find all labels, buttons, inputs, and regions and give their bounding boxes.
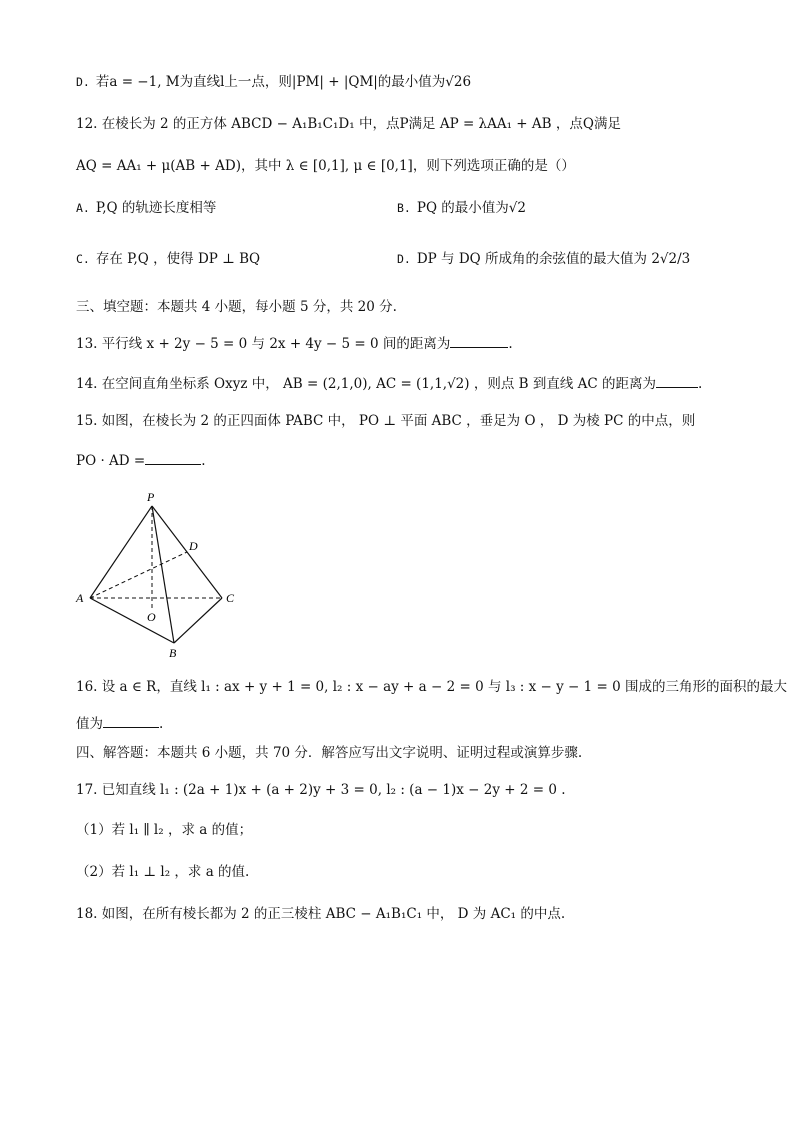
label-p: P	[147, 490, 155, 504]
segment-ad	[90, 552, 187, 598]
q17-part1: （1）若 l₁ ∥ l₂ ，求 a 的值；	[76, 822, 253, 838]
q14-text: 14. 在空间直角坐标系 Oxyz 中， AB = (2,1,0), AC = (1,1,√2) ，则点 B 到直线 AC 的距离为	[76, 376, 656, 392]
option-letter: C.	[76, 252, 90, 266]
q12-stem-line2: AQ = AA₁ + μ(AB + AD)，其中 λ ∈ [0,1], μ ∈ [0,1]，则下列选项正确的是（）	[76, 158, 575, 174]
q13-text: 13. 平行线 x + 2y − 5 = 0 与 2x + 4y − 5 = 0 间的距离为	[76, 336, 451, 352]
label-o: O	[147, 610, 156, 624]
q17-part2: （2）若 l₁ ⊥ l₂ ，求 a 的值.	[76, 864, 250, 880]
option-letter: A.	[76, 201, 90, 215]
option-text: P,Q 的轨迹长度相等	[95, 200, 217, 216]
answer-blank	[450, 333, 508, 348]
label-a: A	[76, 591, 84, 605]
option-text: PQ 的最小值为√2	[416, 200, 526, 216]
option-text: DP 与 DQ 所成角的余弦值的最大值为 2√2/3	[416, 251, 691, 267]
q14: 14. 在空间直角坐标系 Oxyz 中， AB = (2,1,0), AC = (1,1,√2) ，则点 B 到直线 AC 的距离为 .	[76, 373, 702, 394]
q17-stem: 17. 已知直线 l₁ : (2a + 1)x + (a + 2)y + 3 = 0, l₂ : (a − 1)x − 2y + 2 = 0 .	[76, 782, 566, 798]
q11-option-d	[76, 72, 471, 92]
answer-blank	[103, 713, 159, 728]
q15-line2-text: PO · AD =	[76, 453, 146, 469]
answer-blank	[656, 373, 698, 388]
option-text: 存在 P,Q ，使得 DP ⊥ BQ	[95, 251, 261, 267]
option-text: 若a = −1, M为直线l上一点，则|PM| + |QM|的最小值为√26	[95, 74, 472, 90]
q13: 13. 平行线 x + 2y − 5 = 0 与 2x + 4y − 5 = 0 间的距离为 .	[76, 333, 513, 354]
q16-line2-text: 值为	[76, 716, 103, 732]
q12-option-c	[76, 249, 260, 269]
q16-stem-line1: 16. 设 a ∈ R，直线 l₁ : ax + y + 1 = 0, l₂ : x − ay + a − 2 = 0 与 l₃ : x − y − 1 = 0 围成的三角形的面积的最大	[76, 679, 788, 695]
q12-stem-line1: 12. 在棱长为 2 的正方体 ABCD − A₁B₁C₁D₁ 中，点P满足 AP = λAA₁ + AB ，点Q满足	[76, 116, 621, 132]
section-4-heading: 四、解答题：本题共 6 小题，共 70 分．解答应写出文字说明、证明过程或演算步骤.	[76, 745, 583, 761]
option-letter: D.	[397, 252, 411, 266]
edge-pa	[90, 506, 152, 598]
edge-ab	[90, 598, 174, 643]
label-c: C	[226, 591, 235, 605]
q18-stem: 18. 如图，在所有棱长都为 2 的正三棱柱 ABC − A₁B₁C₁ 中， D 为 AC₁ 的中点.	[76, 906, 566, 922]
edge-bc	[174, 598, 222, 643]
q12-option-b	[397, 198, 526, 218]
q15-stem-line2: PO · AD = .	[76, 450, 206, 471]
label-d: D	[189, 539, 198, 553]
section-3-heading: 三、填空题：本题共 4 小题，每小题 5 分，共 20 分.	[76, 299, 397, 315]
q16-stem-line2: 值为 .	[76, 713, 163, 734]
q12-option-d	[397, 249, 690, 269]
label-b: B	[169, 646, 177, 658]
answer-blank	[145, 450, 201, 465]
option-letter: D.	[76, 75, 90, 89]
q12-option-a	[76, 198, 216, 218]
q15-stem-line1: 15. 如图，在棱长为 2 的正四面体 PABC 中， PO ⊥ 平面 ABC ，垂足为 O ， D 为棱 PC 的中点，则	[76, 413, 696, 429]
option-letter: B.	[397, 201, 411, 215]
tetrahedron-figure	[72, 488, 242, 658]
